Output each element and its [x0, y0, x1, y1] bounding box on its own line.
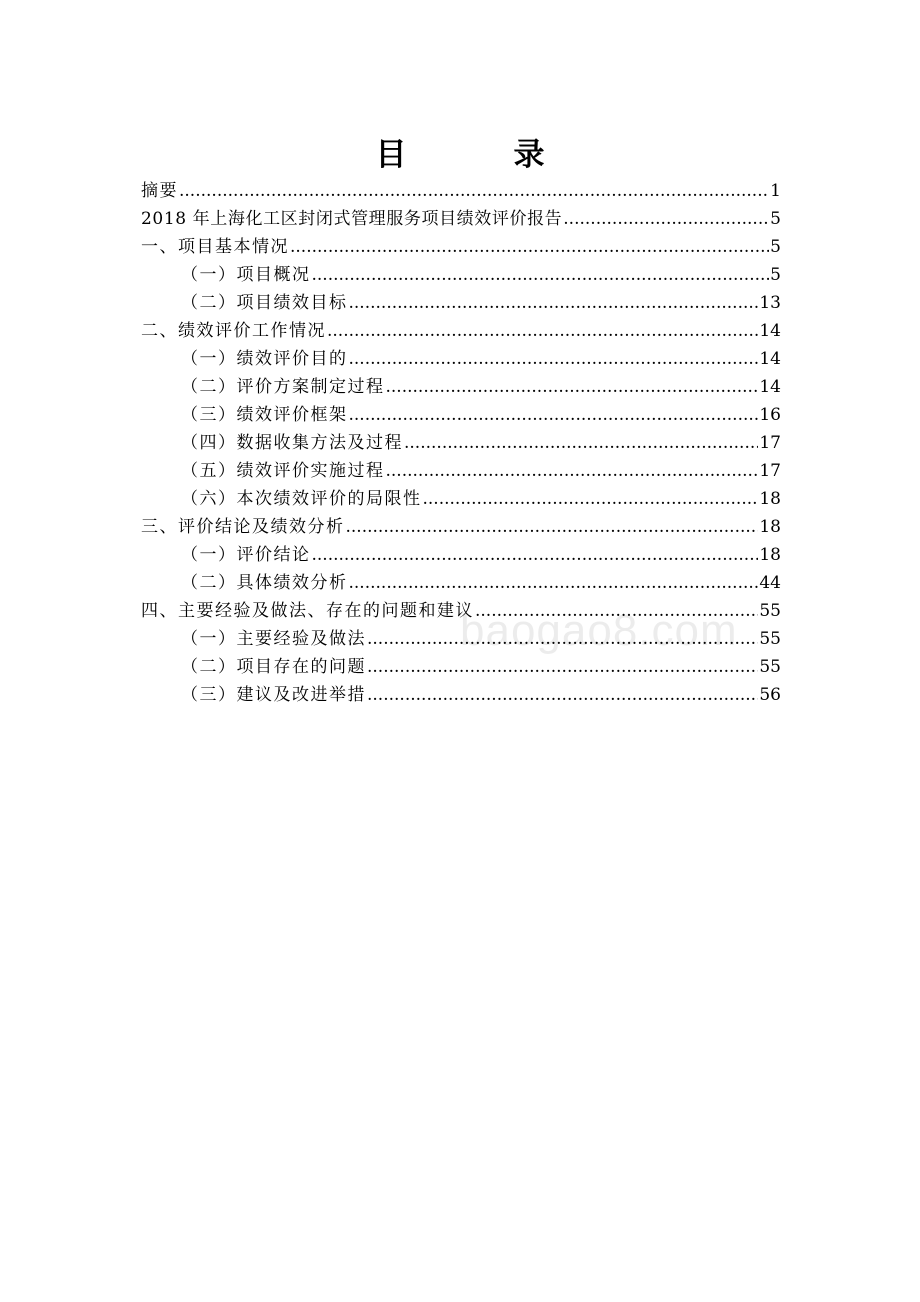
toc-dot-leader: [386, 457, 759, 485]
toc-entry[interactable]: [141, 485, 781, 513]
toc-entry-label: （四）数据收集方法及过程: [181, 433, 403, 453]
toc-entry-page-number: 55: [759, 601, 781, 621]
toc-entry-label: 摘要: [141, 181, 178, 201]
toc-dot-leader: [349, 345, 759, 373]
toc-entry-page-number: 5: [770, 209, 781, 229]
toc-entry[interactable]: [141, 457, 781, 485]
toc-dot-leader: [290, 233, 769, 261]
toc-entry[interactable]: [141, 233, 781, 261]
toc-entry-label: （一）评价结论: [181, 545, 311, 565]
toc-entry[interactable]: [141, 289, 781, 317]
toc-dot-leader: [563, 205, 769, 233]
toc-entry-page-number: 18: [759, 545, 781, 565]
toc-entry-label: （二）具体绩效分析: [181, 573, 348, 593]
toc-dot-leader: [346, 513, 759, 541]
toc-entry-label: （一）绩效评价目的: [181, 349, 348, 369]
toc-entry[interactable]: [141, 429, 781, 457]
toc-dot-leader: [312, 261, 770, 289]
toc-entry-page-number: 5: [770, 237, 781, 257]
toc-entry-label: （三）建议及改进举措: [181, 685, 366, 705]
toc-entry[interactable]: [141, 205, 781, 233]
toc-entry-label: （一）主要经验及做法: [181, 629, 366, 649]
toc-entry[interactable]: [141, 597, 781, 625]
toc-entry[interactable]: [141, 681, 781, 709]
watermark: baogao8.com: [460, 606, 738, 655]
toc-dot-leader: [349, 569, 759, 597]
toc-entry[interactable]: [141, 513, 781, 541]
toc-dot-leader: [423, 485, 759, 513]
toc-entry-page-number: 44: [759, 573, 781, 593]
toc-entry-page-number: 5: [770, 265, 781, 285]
toc-entry-page-number: 18: [759, 517, 781, 537]
toc-entry[interactable]: [141, 625, 781, 653]
toc-entry-label: 2018 年上海化工区封闭式管理服务项目绩效评价报告: [141, 209, 563, 229]
toc-entry-label: 二、绩效评价工作情况: [141, 321, 326, 341]
toc-entry-page-number: 1: [770, 181, 781, 201]
toc-entry-page-number: 17: [759, 433, 781, 453]
toc-entry-label: 三、评价结论及绩效分析: [141, 517, 345, 537]
toc-dot-leader: [475, 597, 758, 625]
toc-dot-leader: [367, 653, 758, 681]
toc-entry-label: 一、项目基本情况: [141, 237, 289, 257]
toc-entry-label: （一）项目概况: [181, 265, 311, 285]
toc-dot-leader: [367, 681, 758, 709]
toc-dot-leader: [179, 177, 769, 205]
toc-entry-label: 四、主要经验及做法、存在的问题和建议: [141, 601, 474, 621]
table-of-contents: [141, 177, 781, 709]
toc-entry-label: （二）评价方案制定过程: [181, 377, 385, 397]
toc-entry-page-number: 18: [759, 489, 781, 509]
toc-entry-label: （五）绩效评价实施过程: [181, 461, 385, 481]
toc-entry[interactable]: [141, 177, 781, 205]
toc-entry-label: （二）项目存在的问题: [181, 657, 366, 677]
toc-entry-page-number: 16: [759, 405, 781, 425]
toc-entry-page-number: 17: [759, 461, 781, 481]
toc-dot-leader: [349, 289, 759, 317]
toc-entry-page-number: 56: [759, 685, 781, 705]
toc-entry-page-number: 14: [759, 377, 781, 397]
toc-entry-page-number: 55: [759, 629, 781, 649]
toc-dot-leader: [386, 373, 759, 401]
toc-dot-leader: [349, 401, 759, 429]
toc-entry[interactable]: [141, 653, 781, 681]
toc-dot-leader: [327, 317, 758, 345]
toc-dot-leader: [404, 429, 758, 457]
toc-entry-label: （二）项目绩效目标: [181, 293, 348, 313]
toc-entry[interactable]: [141, 373, 781, 401]
toc-entry[interactable]: [141, 569, 781, 597]
toc-entry[interactable]: [141, 401, 781, 429]
toc-entry[interactable]: [141, 541, 781, 569]
toc-entry[interactable]: [141, 317, 781, 345]
toc-entry-page-number: 14: [759, 321, 781, 341]
toc-entry-label: （三）绩效评价框架: [181, 405, 348, 425]
toc-entry[interactable]: [141, 345, 781, 373]
toc-dot-leader: [367, 625, 758, 653]
toc-entry-page-number: 55: [759, 657, 781, 677]
toc-entry-label: （六）本次绩效评价的局限性: [181, 489, 422, 509]
toc-dot-leader: [312, 541, 759, 569]
toc-entry[interactable]: [141, 261, 781, 289]
toc-entry-page-number: 13: [759, 293, 781, 313]
toc-title: 目 录: [375, 136, 583, 173]
toc-entry-page-number: 14: [759, 349, 781, 369]
